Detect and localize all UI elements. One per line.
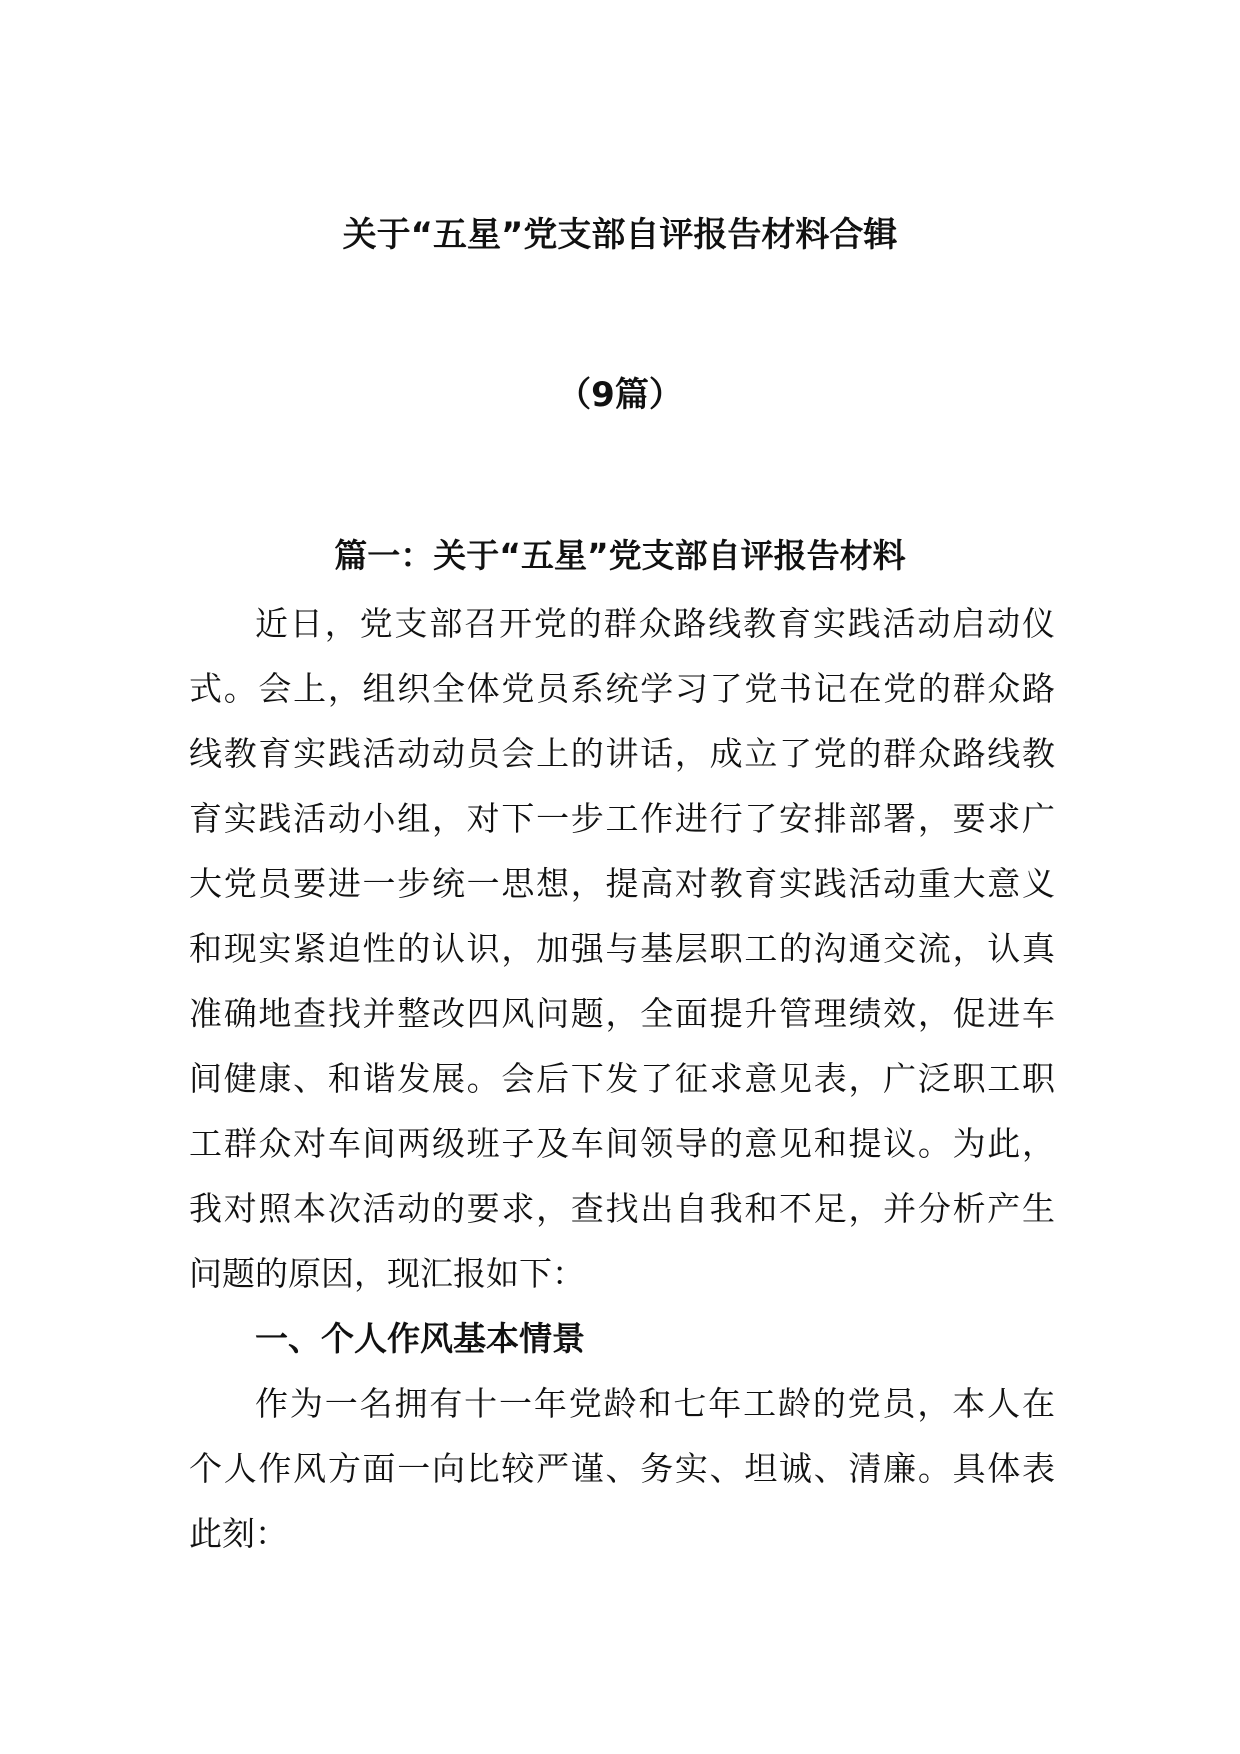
paragraph-line: 问题的原因，现汇报如下：: [189, 1254, 585, 1293]
paragraph-line: 线教育实践活动动员会上的讲话，成立了党的群众路线教: [189, 734, 1055, 773]
paragraph-line: 近日，党支部召开党的群众路线教育实践活动启动仪: [255, 604, 1055, 643]
paragraph-line: 准确地查找并整改四风问题，全面提升管理绩效，促进车: [189, 994, 1055, 1033]
paragraph-2: [189, 1371, 1055, 1566]
paragraph-line: 工群众对车间两级班子及车间领导的意见和提议。为此，: [189, 1124, 1055, 1163]
paragraph-line: 个人作风方面一向比较严谨、务实、坦诚、清廉。具体表: [189, 1449, 1055, 1488]
paragraph-line: 我对照本次活动的要求，查找出自我和不足，并分析产生: [189, 1189, 1055, 1228]
paragraph-line: 此刻：: [189, 1514, 288, 1553]
paragraph-line: 间健康、和谐发展。会后下发了征求意见表，广泛职工职: [189, 1059, 1055, 1098]
document-title: 关于“五星”党支部自评报告材料合辑: [342, 215, 898, 255]
paragraph-line: 大党员要进一步统一思想，提高对教育实践活动重大意义: [189, 864, 1055, 903]
heading-1: [189, 1306, 1055, 1371]
paragraph-1: [189, 591, 1055, 1306]
paragraph-line: 作为一名拥有十一年党龄和七年工龄的党员，本人在: [255, 1384, 1055, 1423]
paragraph-line: 育实践活动小组，对下一步工作进行了安排部署，要求广: [189, 799, 1055, 838]
paragraph-line: 和现实紧迫性的认识，加强与基层职工的沟通交流，认真: [189, 929, 1055, 968]
paragraph-line: 式。会上，组织全体党员系统学习了党书记在党的群众路: [189, 669, 1055, 708]
section-title: 篇一：关于“五星”党支部自评报告材料: [334, 536, 906, 575]
document-subtitle: （9篇）: [557, 375, 683, 415]
heading-text: 一、个人作风基本情景: [255, 1319, 585, 1358]
